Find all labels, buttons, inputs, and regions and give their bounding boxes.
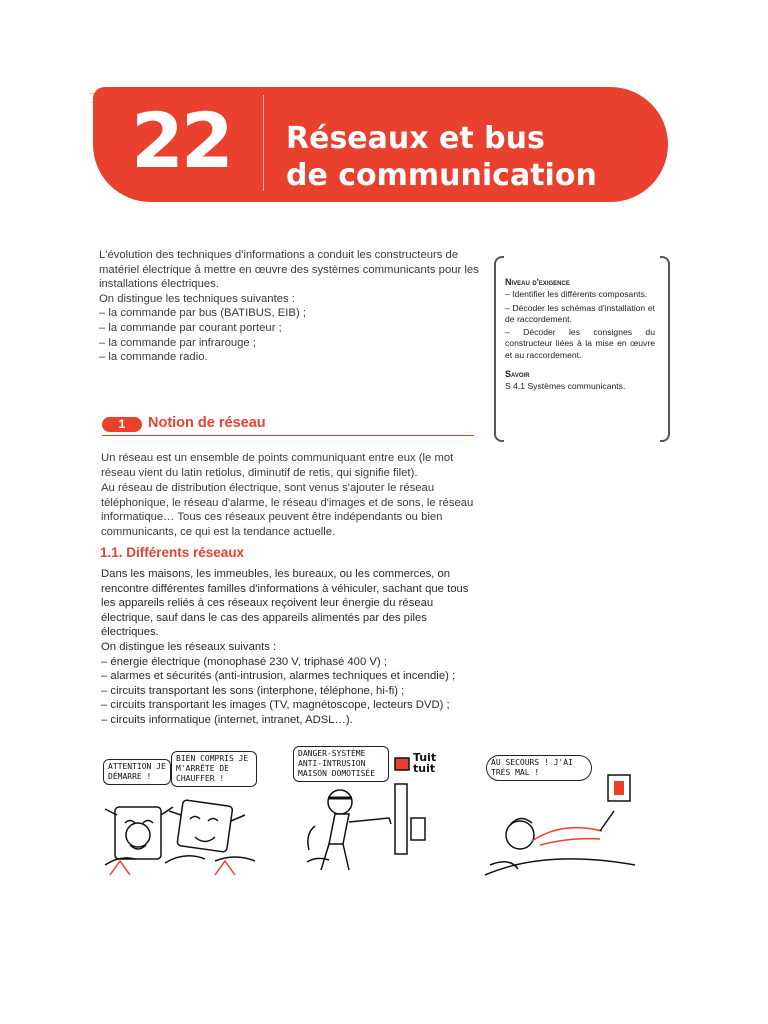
intro-lead: On distingue les techniques suivantes : (99, 292, 295, 305)
list-item: – circuits transportant les images (TV, magnétoscope, lecteurs DVD) ; (101, 698, 475, 713)
subsection-title: 1.1. Différents réseaux (100, 545, 245, 560)
intro-block (99, 248, 479, 365)
list-item: – alarmes et sécurités (anti-intrusion, alarmes techniques et incendie) ; (101, 669, 475, 684)
savoir-text: S 4.1 Systèmes communicants. (505, 381, 626, 392)
cartoon-appliances (95, 745, 265, 885)
banner-divider (263, 95, 264, 191)
chapter-number: 22 (131, 96, 231, 185)
speech-bubble: AU SECOURS ! J'AI TRÈS MAL ! (486, 755, 592, 781)
sidebox-right-bracket (660, 256, 670, 442)
chapter-title-line1: Réseaux et bus (286, 121, 545, 156)
list-item: – la commande par bus (BATIBUS, EIB) ; (99, 306, 479, 321)
section-title: Notion de réseau (148, 415, 266, 431)
niveau-item: – Décoder les consignes du constructeur liées à la mise en œuvre et au raccordement. (505, 327, 655, 360)
list-item: – circuits informatique (internet, intranet, ADSL…). (101, 713, 475, 728)
speech-bubble: DANGER-SYSTÈME ANTI-INTRUSION MAISON DOMOTISÉE (293, 746, 389, 782)
sidebox-left-bracket (494, 256, 504, 442)
sidebox-content (505, 277, 655, 395)
section-number-badge: 1 (102, 417, 142, 432)
section-paragraph-2: Au réseau de distribution électrique, sont venus s'ajouter le réseau téléphonique, le réseau d'alarme, le réseau d'images et de sons, le réseau informatique… Tous ces réseaux peuvent être indépendants ou bien communicants, ce qui est la tendance actuelle. (101, 482, 474, 538)
niveau-title: Niveau d'exigence (505, 277, 570, 287)
speech-bubble: BIEN COMPRIS JE M'ARRÊTE DE CHAUFFER ! (171, 751, 257, 787)
list-item: – énergie électrique (monophasé 230 V, triphasé 400 V) ; (101, 655, 475, 670)
subsection-paragraph: Dans les maisons, les immeubles, les bureaux, ou les commerces, on rencontre différentes familles d'informations à véhiculer, sachant que tous les appareils reliés à ces réseaux reçoivent leur énergie du réseau électrique, sauf dans le cas des appareils alimentés par des piles électriques. (101, 568, 469, 639)
chapter-banner (93, 87, 668, 202)
list-item: – la commande radio. (99, 350, 479, 365)
savoir-title: Savoir (505, 369, 530, 380)
speech-bubble: ATTENTION JE DÉMARRE ! (103, 759, 171, 785)
niveau-item: – Décoder les schémas d'installation et de raccordement. (505, 302, 655, 324)
requirements-sidebox (494, 256, 670, 438)
cartoon-sick-person (480, 745, 650, 885)
intro-paragraph: L'évolution des techniques d'informations a conduit les constructeurs de matériel électrique à mettre en œuvre des systèmes communicants pour les installations électriques. (99, 249, 479, 291)
section-heading (102, 413, 474, 436)
subsection-lead: On distingue les réseaux suivants : (101, 640, 277, 653)
subsection-body (101, 567, 475, 728)
section-paragraph-1: Un réseau est un ensemble de points communiquant entre eux (le mot réseau vient du latin retiolus, diminutif de retis, qui signifie filet). (101, 452, 454, 479)
alarm-sound-text: Tuit tuit (413, 751, 437, 775)
niveau-item: – Identifier les différents composants. (505, 289, 648, 300)
list-item: – la commande par infrarouge ; (99, 336, 479, 351)
list-item: – circuits transportant les sons (interphone, téléphone, hi-fi) ; (101, 684, 475, 699)
chapter-title (286, 120, 597, 194)
intro-list (99, 306, 479, 364)
cartoon-intruder (285, 740, 450, 880)
list-item: – la commande par courant porteur ; (99, 321, 479, 336)
networks-list (101, 655, 475, 728)
chapter-title-line2: de communication (286, 158, 597, 193)
